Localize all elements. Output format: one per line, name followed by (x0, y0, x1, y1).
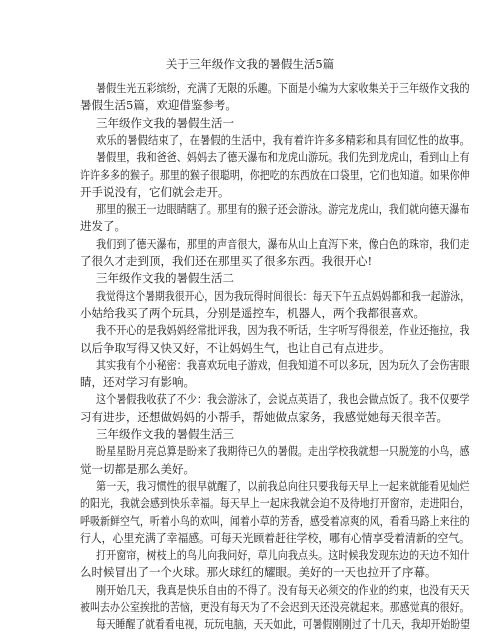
body-line: 许许多多的猴子。那里的猴子很聪明，你把吃的东西放在口袋里，它们也知道。如果你伸 (80, 167, 470, 182)
section-heading: 三年级作文我的暑假生活二 (96, 271, 234, 286)
body-line: 我不开心的是我妈妈经常批评我，因为我不听话，生字听写得很差，作业还拖拉，我 (96, 323, 470, 338)
body-line: 这个暑假我收获了不少：我会游泳了，会说点英语了，我也会做点饭了。我不仅要学 (96, 392, 470, 407)
body-line: 习有进步，还想做妈妈的小帮手，帮她做点家务，我感觉她每天很辛苦。 (80, 409, 448, 424)
body-line: 我觉得这个暑期我很开心，因为我玩得时间很长：每天下午五点妈妈都和我一起游泳， (96, 288, 470, 303)
body-line: 被叫去办公室挨批的苦恼，更没有每天为了不会迟到天还没亮就起来。那感觉真的很好。 (80, 600, 470, 614)
document-title: 关于三年级作文我的暑假生活5篇 (165, 57, 335, 71)
section-heading: 三年级作文我的暑假生活一 (96, 115, 234, 130)
body-line: 行人，心里充满了幸福感。可每天光顾着赶往学校，哪有心情享受着清新的空气。 (80, 530, 470, 545)
body-line: 刚开始几天，我真是快乐自由的不得了。没有每天必须交的作业的约束，也没有天天 (96, 582, 470, 597)
body-line: 开手说没有，它们就会走开。 (80, 184, 230, 199)
body-line: 觉一切都是那么美好。 (80, 461, 195, 476)
body-line: 么时候冒出了一个火球。那火球红的耀眼。美好的一天也拉开了序幕。 (80, 565, 437, 580)
body-line: 睛，还对学习有影响。 (80, 375, 195, 390)
body-line: 打开窗帘，树枝上的鸟儿向我问好，草儿向我点头。这时候我发现东边的天边不知什 (96, 548, 470, 563)
body-line: 进发了。 (80, 219, 126, 234)
section-heading: 三年级作文我的暑假生活三 (96, 427, 234, 441)
body-line: 以后争取写得又快又好，不让妈妈生气，也让自己有点进步。 (80, 340, 391, 355)
body-line: 欢乐的暑假结束了，在暑假的生活中，我有着许许多多精彩和具有回忆性的故事。 (96, 132, 470, 147)
body-line: 我们到了德天瀑布，那里的声音很大，瀑布从山上直泻下来，像白色的珠帘，我们走 (96, 236, 470, 251)
body-line: 每天睡醒了就看看电视，玩玩电脑，天天如此，可暑假刚刚过了十几天，我却开始盼望 (96, 617, 470, 632)
body-line: 呼吸新鲜空气，听着小鸟的欢叫，闻着小草的芳香，感受着凉爽的风，看看马路上来往的 (80, 513, 470, 528)
body-line: 了很久才走到顶，我们还在那里买了很多东西。我很开心! (80, 254, 373, 268)
body-line: 暑假生光五彩缤纷，充满了无限的乐趣。下面是小编为大家收集关于三年级作文我的 (96, 81, 470, 95)
body-line: 第一天，我习惯性的很早就醒了，以前我总向往只要我每天早上一起来就能看见灿烂 (96, 478, 470, 493)
body-line: 盼星星盼月亮总算是盼来了我期待已久的暑假。走出学校我就想一只脱笼的小鸟，感 (96, 444, 470, 459)
body-line: 其实我有个小秘密：我喜欢玩电子游戏，但我知道不可以多玩，因为玩久了会伤害眼 (96, 357, 470, 372)
body-line: 暑假里，我和爸爸、妈妈去了德天瀑布和龙虎山游玩。我们先到龙虎山，看到山上有 (96, 150, 470, 165)
body-line: 那里的猴王一边眼睛瞎了。那里有的猴子还会游泳。游完龙虎山，我们就向德天瀑布 (96, 202, 470, 217)
body-line: 的阳光，我就会感到快乐幸福。每天早上一起床我就会迫不及待地打开窗帘，走进阳台， (80, 496, 470, 511)
body-line: 小姑给我买了两个玩具，分别是遥控车，机器人，两个我都很喜欢。 (80, 305, 425, 320)
body-line: 暑假生活5篇，欢迎借鉴参考。 (80, 98, 237, 113)
